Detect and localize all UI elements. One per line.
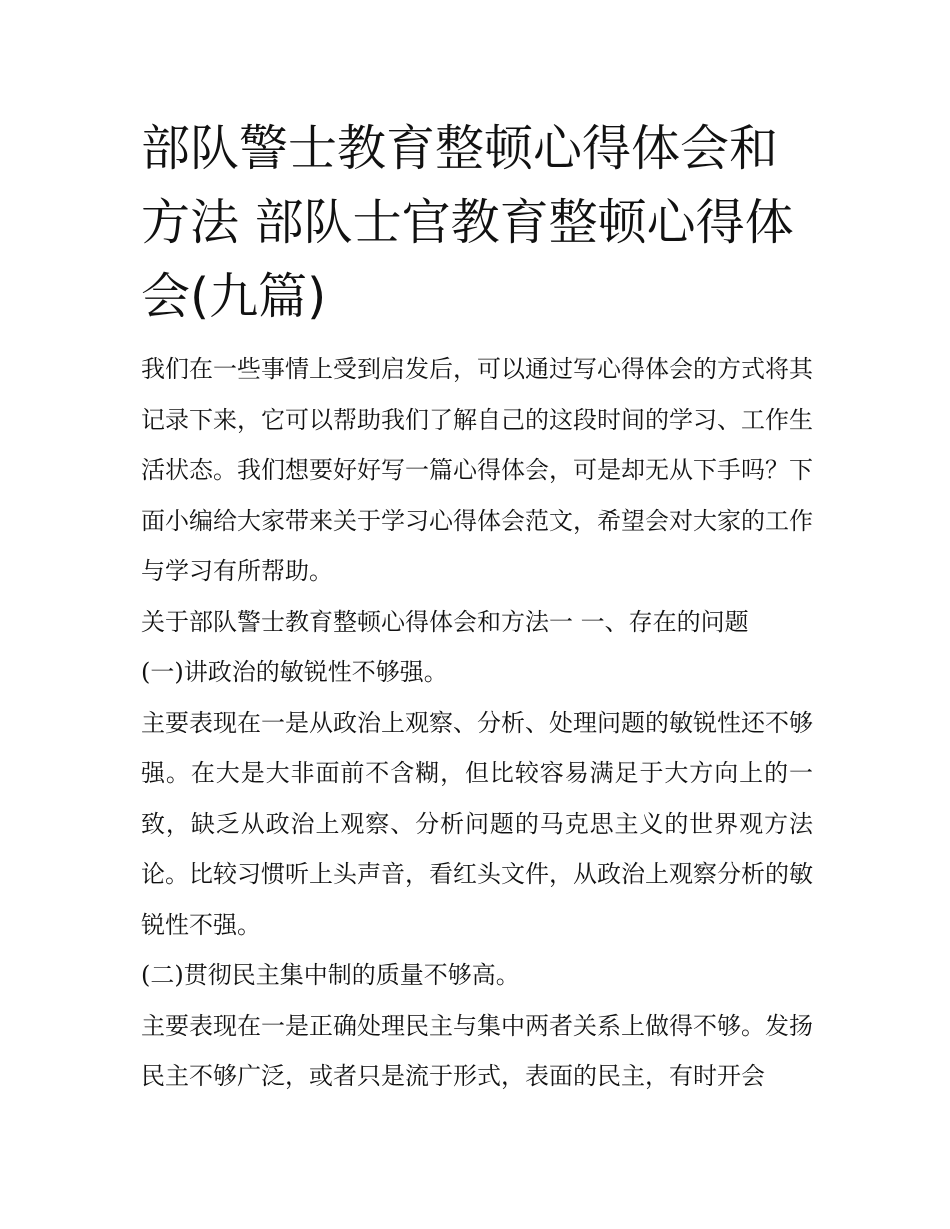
paragraph-intro: 我们在一些事情上受到启发后，可以通过写心得体会的方式将其记录下来，它可以帮助我们了解自己的这段时间的学习、工作生活状态。我们想要好好写一篇心得体会，可是却无从下手吗？下面小编给大家带来关于学习心得体会范文，希望会对大家的工作与学习有所帮助。 (141, 355, 813, 585)
paragraph-section-heading: 关于部队警士教育整顿心得体会和方法一 一、存在的问题 (141, 607, 749, 636)
paragraph-subheading-2: (二)贯彻民主集中制的质量不够高。 (141, 961, 520, 989)
document-body (141, 112, 813, 1102)
paragraph-subheading-1: (一)讲政治的敏锐性不够强。 (141, 658, 448, 686)
paragraph-body-1: 主要表现在一是从政治上观察、分析、处理问题的敏锐性还不够强。在大是大非面前不含糊，但比较容易满足于大方向上的一致，缺乏从政治上观察、分析问题的马克思主义的世界观方法论。比较习惯听上头声音，看红头文件，从政治上观察分析的敏锐性不强。 (141, 708, 813, 939)
document-title: 部队警士教育整顿心得体会和方法 部队士官教育整顿心得体会(九篇) (141, 120, 794, 325)
paragraph-body-2: 主要表现在一是正确处理民主与集中两者关系上做得不够。发扬民主不够广泛，或者只是流于形式，表面的民主，有时开会 (141, 1011, 813, 1090)
